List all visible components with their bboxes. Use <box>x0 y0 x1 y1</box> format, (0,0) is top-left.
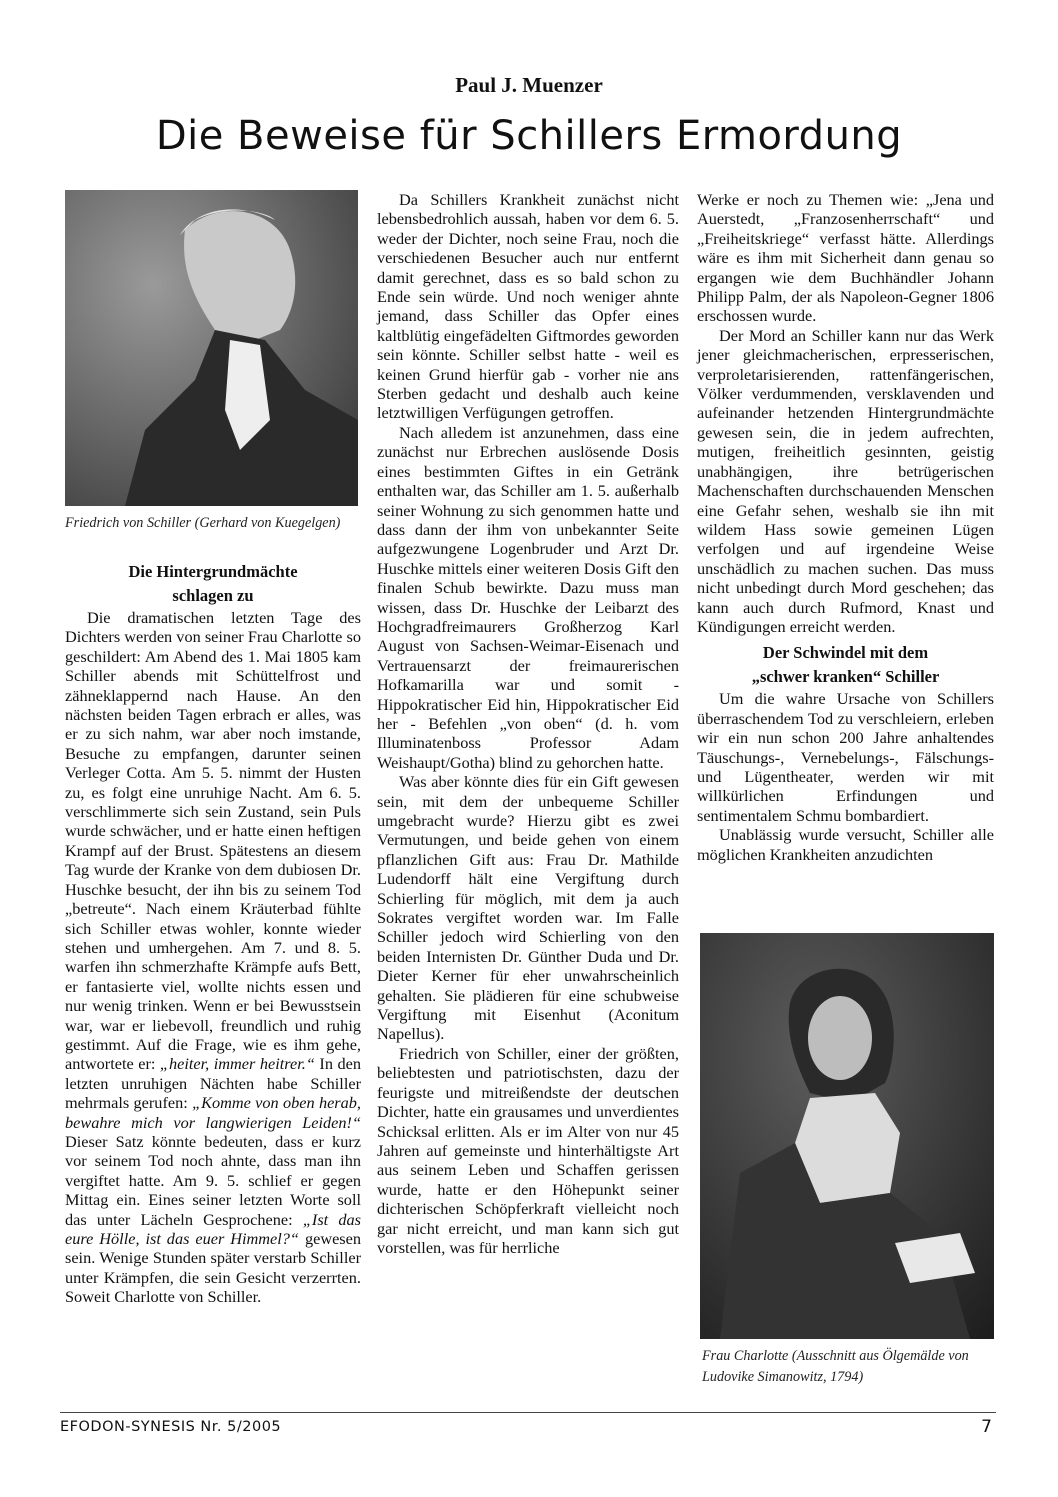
page-number: 7 <box>981 1417 992 1437</box>
paragraph: Da Schillers Krankheit zunächst nicht lebensbedrohlich aussah, haben vor dem 6. 5. weder der Dichter, noch seine Frau, noch die verschiedenen Besucher auch nur entfernt damit gerechnet, dass es so bald schon zu Ende sein würde. Und noch weniger ahnte jemand, dass Schiller das Opfer eines kaltblütig eingefädelten Giftmordes geworden sein könnte. Schiller selbst hatte - weil es keinen Grund hierfür gab - vorher nie ans Sterben gedacht und deshalb auch keine letztwilligen Verfügungen getroffen. <box>377 190 679 423</box>
quote: „Komme von oben herab, bewahre mich vor langwierigen Leiden!“ <box>65 1093 361 1132</box>
footer-rule <box>60 1412 996 1413</box>
schiller-portrait-image <box>65 190 358 506</box>
quote: „Ist das eure Hölle, ist das euer Himmel?“ <box>65 1209 362 1248</box>
paragraph: Was aber könnte dies für ein Gift gewesen sein, mit dem der unbequeme Schiller umgebracht wurde? Hierzu gibt es zwei Vermutungen, und beide gehen von einem pflanzlichen Gift aus: Frau Dr. Mathilde Ludendorff hält eine Vergiftung durch Schierling für möglich, mit dem ja auch Sokrates vergiftet worden war. Im Falle Schiller jedoch wird Schierling von den beiden Internisten Dr. Günther Duda und Dr. Dieter Kerner für eher unwahrscheinlich gehalten. Sie plädieren für eine schubweise Vergiftung mit Eisenhut (Aconitum Napellus). <box>377 772 679 1044</box>
section-heading-hintergrundmaechte: Die Hintergrundmächte schlagen zu <box>128 562 298 605</box>
charlotte-portrait-caption: Frau Charlotte (Ausschnitt aus Ölgemälde von Ludovike Simanowitz, 1794) <box>702 1348 969 1385</box>
paragraph: Die dramatischen letzten Tage des Dichters werden von seiner Frau Charlotte so geschildert: Am Abend des 1. Mai 1805 kam Schiller abends mit Schüttelfrost und zähneklappernd nach Hause. An den nächsten beiden Tagen erbrach er alles, was er zu sich nahm, war aber noch imstande, Besuche zu empfangen, darunter seinen Verleger Cotta. Am 5. 5. nimmt der Husten zu, es folgt eine unruhige Nacht. Am 6. 5. verschlimmerte sich sein Zustand, sein Puls wurde schwächer, und er hatte einen heftigen Krampf auf der Brust. Spätestens an diesem Tag wurde der Kranke von dem dubiosen Dr. Huschke besucht, der ihn bis zu seinem Tod „betreute“. Nach einem Kräuterbad fühlte sich Schiller etwas wohler, konnte wieder stehen und umhergehen. Am 7. und 8. 5. warfen ihn schmerzhafte Krämpfe aufs Bett, er fantasierte viel, wollte nichts essen und nur wenig trinken. Wenn er bei Bewusstsein war, war er liebevoll, freundlich und ruhig gestimmt. Auf die Frage, wie es ihm gehe, antwortete er: „heiter, immer heitrer.“ In den letzten unruhigen Nächten habe Schiller mehrmals gerufen: „Komme von oben herab, bewahre mich vor langwierigen Leiden!“ Dieser Satz könnte bedeuten, dass er kurz vor seinem Tod noch ahnte, dass man ihn vergiftet hatte. Am 9. 5. schlief er gegen Mittag ein. Eines seiner letzten Worte soll das unter Lächeln Gesprochene: „Ist das eure Hölle, ist das euer Himmel?“ gewesen sein. Wenige Stunden später verstarb Schiller unter Krämpfen, die sein Gesicht verzerrten. Soweit Charlotte von Schiller. <box>65 608 362 1307</box>
schiller-portrait-caption: Friedrich von Schiller (Gerhard von Kuegelgen) <box>65 515 341 531</box>
paragraph: Nach alledem ist anzunehmen, dass eine zunächst nur Erbrechen auslösende Dosis eines bestimmten Giftes in ein Getränk enthalten war, das Schiller am 1. 5. außerhalb seiner Wohnung zu sich genommen hatte und dass dann der ihm von unbekannter Seite aufgezwungene Logenbruder und Arzt Dr. Huschke mittels einer weiteren Dosis Gift den finalen Schub bewirkte. Dazu muss man wissen, dass Dr. Huschke der Leibarzt des Hochgradfreimaurers Großherzog Karl August von Sachsen-Weimar-Eisenach und Vertrauensarzt der freimaurerischen Hofkamarilla war und somit - Hippokratischer Eid hin, Hippokratischer Eid her - Befehlen „von oben“ (d. h. vom Illuminatenboss Professor Adam Weishaupt/Gotha) blind zu gehorchen hatte. <box>377 422 679 772</box>
section-heading-schwindel: Der Schwindel mit dem „schwer kranken“ Schiller <box>751 643 940 687</box>
quote: „heiter, immer heitrer.“ <box>159 1054 315 1074</box>
paragraph: Der Mord an Schiller kann nur das Werk jener gleichmacherischen, erpresserischen, verproletarisierenden, rattenfängerischen, Völker verdummenden, versklavenden und aufeinander hetzenden Hintergrundmächte gewesen sein, die in jedem aufrechten, mutigen, freiheitlich gesinnten, geistig unabhängigen, ihre betrügerischen Machenschaften durchschauenden Menschen eine Gefahr sehen, weshalb sie ihn mit wildem Hass sowie gemeinen Lügen verfolgen und auf irgendeine Weise unschädlich zu machen suchen. Das muss nicht unbedingt durch Mord geschehen; das kann auch durch Rufmord, Knast und Kündigungen erreicht werden. <box>697 325 994 636</box>
author-name: Paul J. Muenzer <box>455 73 603 97</box>
article-title: Die Beweise für Schillers Ermordung <box>155 113 903 159</box>
paragraph: Unablässig wurde versucht, Schiller alle möglichen Krankheiten anzudichten <box>697 825 994 864</box>
paragraph: Friedrich von Schiller, einer der größten, beliebtesten und patriotischsten, dazu der feurigste und mitreißendste der deutschen Dichter, hatte ein grausames und unverdientes Schicksal erlitten. Als er im Alter von nur 45 Jahren auf gemeinste und hinterhältigste Art aus seinem Leben und Schaffen gerissen wurde, hatte er den Höhepunkt seiner dichterischen Schöpferkraft vielleicht noch gar nicht erreicht, und man kann sich gut vorstellen, was für herrliche <box>377 1043 679 1257</box>
article-column-2 <box>377 190 679 1257</box>
article-column-1 <box>65 560 361 1307</box>
paragraph: Um die wahre Ursache von Schillers überraschendem Tod zu verschleiern, erleben wir ein nun schon 200 Jahre anhaltendes Täuschungs-, Vernebelungs-, Fälschungs- und Lügentheater, werden wir mit willkürlichen Erfindungen und sentimentalem Schmu bombardiert. <box>697 689 994 825</box>
paragraph: Werke er noch zu Themen wie: „Jena und Auerstedt, „Franzosenherrschaft“ und „Freiheitskriege“ verfasst hätte. Allerdings wäre es ihm mit Sicherheit dann genau so ergangen wie dem Buchhändler Johann Philipp Palm, der als Napoleon-Gegner 1806 erschossen wurde. <box>697 190 994 326</box>
charlotte-portrait-image <box>700 933 994 1339</box>
article-column-3 <box>697 190 994 864</box>
journal-footer: EFODON-SYNESIS Nr. 5/2005 <box>60 1419 282 1435</box>
